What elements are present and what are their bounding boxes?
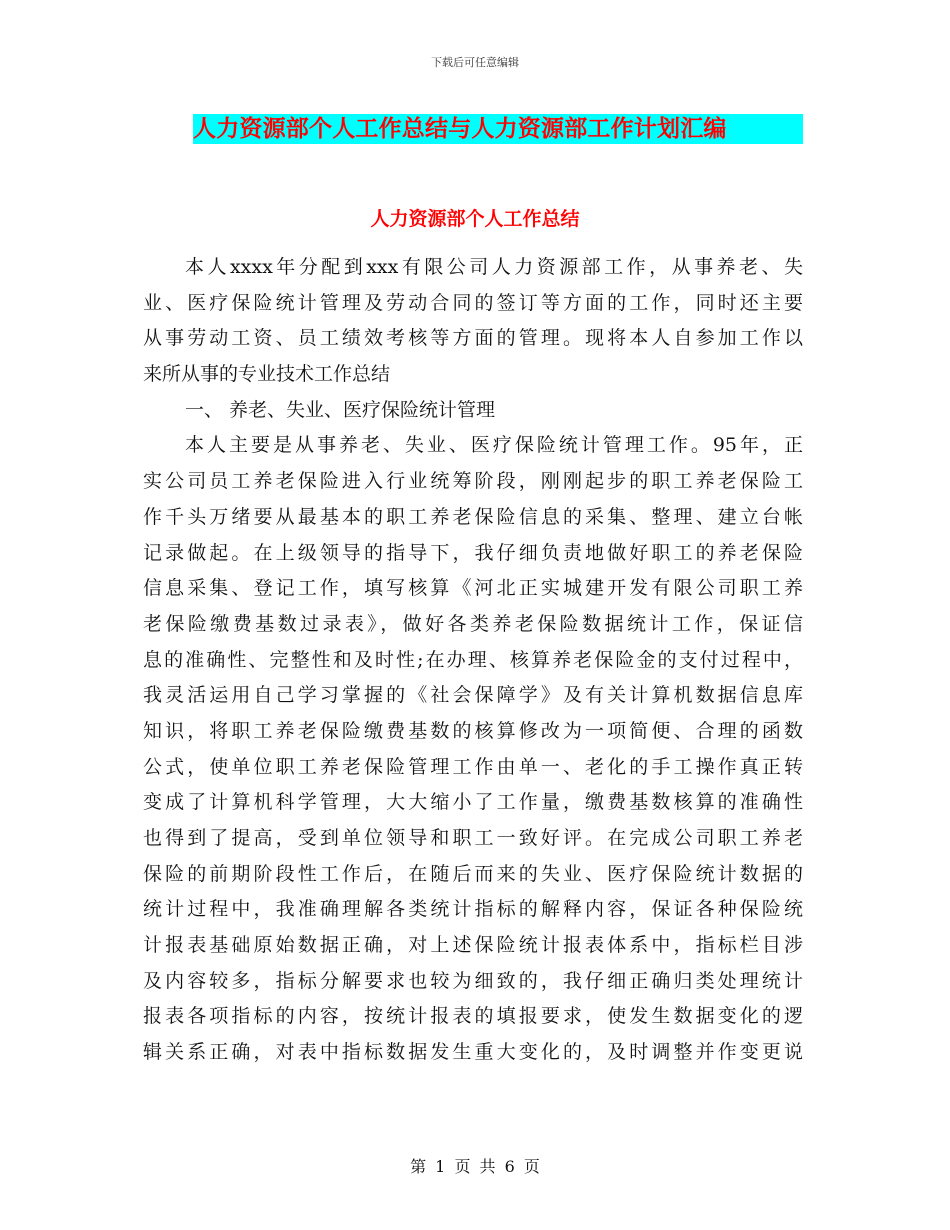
paragraph-line: 信息采集、登记工作，填写核算《河北正实城建开发有限公司职工养 bbox=[143, 577, 803, 600]
paragraph-line: 来所从事的专业技术工作总结 bbox=[143, 363, 391, 386]
paragraph-line: 记录做起。在上级领导的指导下，我仔细负责地做好职工的养老保险 bbox=[143, 541, 803, 564]
subheading-line: 一、 养老、失业、医疗保险统计管理 bbox=[185, 398, 496, 421]
paragraph-line: 报表各项指标的内容，按统计报表的填报要求，使发生数据变化的逻 bbox=[143, 1005, 803, 1028]
paragraph-line: 统计过程中，我准确理解各类统计指标的解释内容，保证各种保险统 bbox=[143, 898, 803, 921]
page-number-footer: 第 1 页 共 6 页 bbox=[410, 1157, 540, 1176]
paragraph-line: 计报表基础原始数据正确，对上述保险统计报表体系中，指标栏目涉 bbox=[143, 934, 803, 957]
paragraph-line: 保险的前期阶段性工作后，在随后而来的失业、医疗保险统计数据的 bbox=[143, 862, 803, 885]
body-text bbox=[143, 250, 803, 1071]
paragraph-line: 变成了计算机科学管理，大大缩小了工作量，缴费基数核算的准确性 bbox=[143, 791, 803, 814]
paragraph-line: 及内容较多，指标分解要求也较为细致的，我仔细正确归类处理统计 bbox=[143, 969, 803, 992]
paragraph-line: 也得到了提高，受到单位领导和职工一致好评。在完成公司职工养老 bbox=[143, 827, 803, 849]
section-title: 人力资源部个人工作总结 bbox=[370, 208, 580, 230]
paragraph-line: 本人xxxx年分配到xxx有限公司人力资源部工作，从事养老、失 bbox=[185, 256, 803, 278]
paragraph-line: 作千头万绪要从最基本的职工养老保险信息的采集、整理、建立台帐 bbox=[143, 505, 803, 528]
paragraph-line: 从事劳动工资、员工绩效考核等方面的管理。现将本人自参加工作以 bbox=[143, 327, 803, 350]
paragraph-line: 公式，使单位职工养老保险管理工作由单一、老化的手工操作真正转 bbox=[143, 755, 803, 778]
paragraph-line: 实公司员工养老保险进入行业统筹阶段，刚刚起步的职工养老保险工 bbox=[143, 470, 803, 493]
paragraph-line: 本人主要是从事养老、失业、医疗保险统计管理工作。95年，正 bbox=[185, 434, 803, 457]
paragraph-line: 我灵活运用自己学习掌握的《社会保障学》及有关计算机数据信息库 bbox=[143, 684, 803, 707]
paragraph-line: 老保险缴费基数过录表》，做好各类养老保险数据统计工作，保证信 bbox=[143, 612, 803, 635]
paragraph-line: 业、医疗保险统计管理及劳动合同的签订等方面的工作，同时还主要 bbox=[143, 291, 803, 314]
paragraph-line: 知识，将职工养老保险缴费基数的核算修改为一项简便、合理的函数 bbox=[143, 719, 803, 742]
header-note: 下载后可任意编辑 bbox=[431, 56, 519, 69]
paragraph-line: 辑关系正确，对表中指标数据发生重大变化的，及时调整并作变更说 bbox=[143, 1041, 803, 1064]
main-title: 人力资源部个人工作总结与人力资源部工作计划汇编 bbox=[193, 116, 727, 142]
paragraph-line: 息的准确性、完整性和及时性;在办理、核算养老保险金的支付过程中， bbox=[143, 648, 803, 671]
